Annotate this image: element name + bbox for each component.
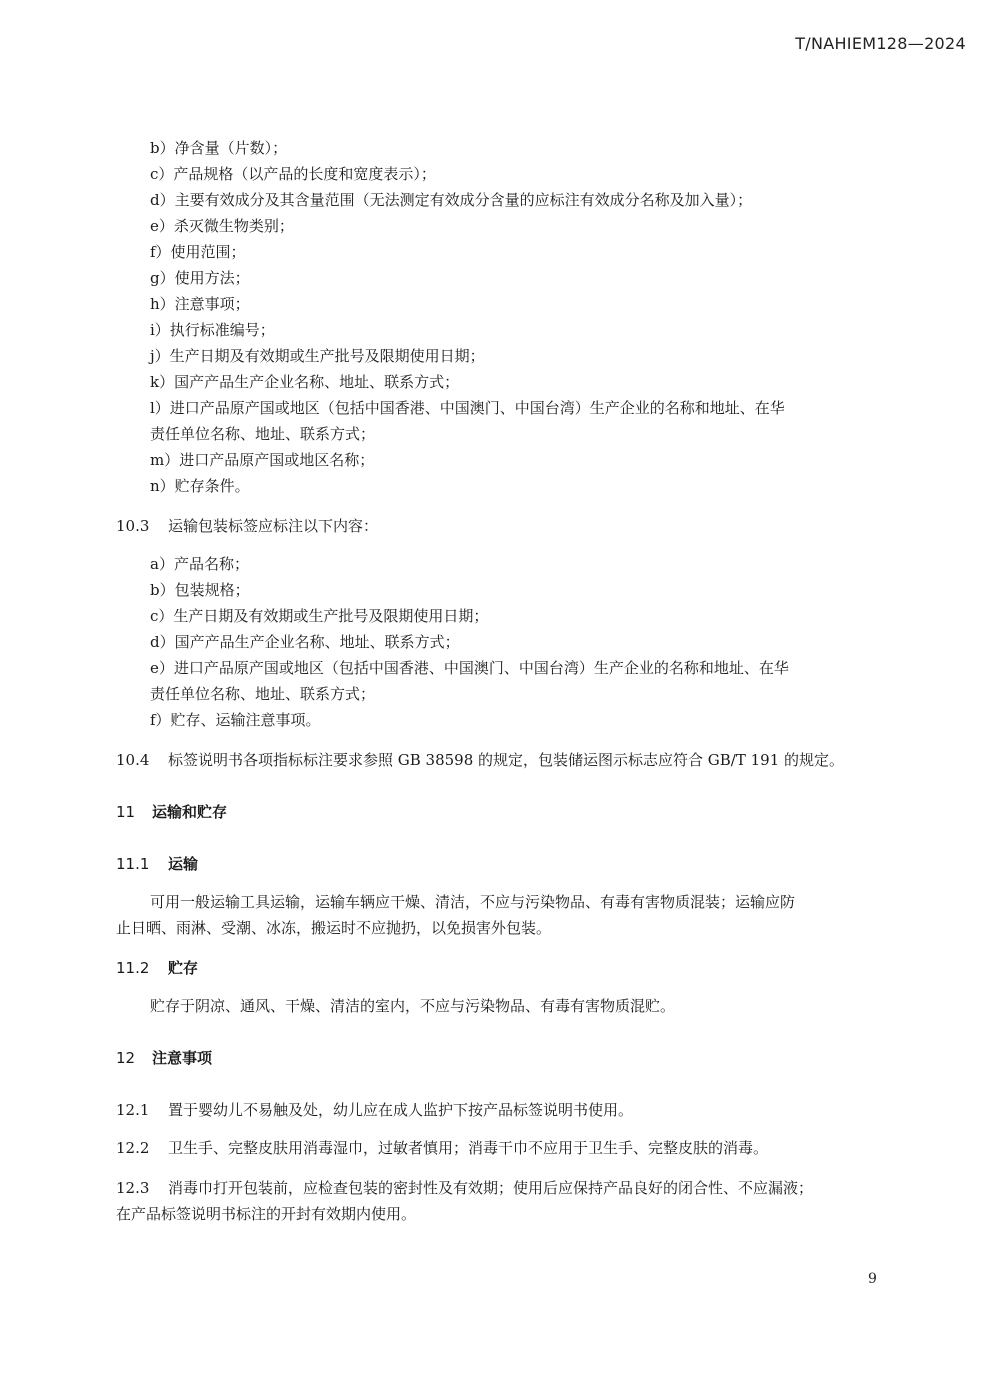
clause-number: 12.2 <box>116 1139 150 1157</box>
list-item: h）注意事项； <box>150 295 250 313</box>
list-item: b）净含量（片数）； <box>150 139 288 157</box>
list-item: e）杀灭微生物类别； <box>150 217 294 235</box>
clause-text: 置于婴幼儿不易触及处，幼儿应在成人监护下按产品标签说明书使用。 <box>168 1101 634 1119</box>
clause-12-3 <box>116 1178 813 1198</box>
list-item: k）国产产品生产企业名称、地址、联系方式； <box>150 373 460 391</box>
clause-10-4 <box>116 750 844 770</box>
section-number: 12 <box>116 1049 136 1067</box>
list-item: n）贮存条件。 <box>150 477 250 495</box>
paragraph-line: 在产品标签说明书标注的开封有效期内使用。 <box>116 1205 417 1223</box>
subsection-heading-11-1 <box>116 854 198 874</box>
page-number: 9 <box>868 1271 877 1287</box>
clause-number: 12.1 <box>116 1101 150 1119</box>
list-item: c）产品规格（以产品的长度和宽度表示）； <box>150 165 436 183</box>
list-item: d）国产产品生产企业名称、地址、联系方式； <box>150 633 460 651</box>
clause-text: 运输包装标签应标注以下内容： <box>168 517 379 535</box>
clause-number: 10.4 <box>116 751 150 769</box>
paragraph-line: 贮存于阴凉、通风、干燥、清洁的室内，不应与污染物品、有毒有害物质混贮。 <box>150 997 676 1015</box>
clause-12-1 <box>116 1100 633 1120</box>
clause-text: 卫生手、完整皮肤用消毒湿巾，过敏者慎用；消毒干巾不应用于卫生手、完整皮肤的消毒。 <box>168 1139 769 1157</box>
subsection-title: 运输 <box>168 855 199 873</box>
subsection-title: 贮存 <box>168 959 199 977</box>
list-item: f）使用范围； <box>150 243 246 261</box>
document-code-header: T/NAHIEM128—2024 <box>795 34 966 53</box>
list-item-continuation: 责任单位名称、地址、联系方式； <box>150 425 376 443</box>
clause-10-3 <box>116 516 378 536</box>
list-item: d）主要有效成分及其含量范围（无法测定有效成分含量的应标注有效成分名称及加入量）； <box>150 191 753 209</box>
subsection-number: 11.2 <box>116 959 150 977</box>
section-title: 运输和贮存 <box>152 803 228 821</box>
subsection-heading-11-2 <box>116 958 198 978</box>
list-item: a）产品名称； <box>150 555 249 573</box>
section-title: 注意事项 <box>152 1049 213 1067</box>
clause-number: 12.3 <box>116 1179 150 1197</box>
list-item: e）进口产品原产国或地区（包括中国香港、中国澳门、中国台湾）生产企业的名称和地址、在华 <box>150 659 789 677</box>
list-item: c）生产日期及有效期或生产批号及限期使用日期； <box>150 607 489 625</box>
paragraph-line: 止日晒、雨淋、受潮、冰冻，搬运时不应抛扔，以免损害外包装。 <box>116 919 552 937</box>
subsection-number: 11.1 <box>116 855 150 873</box>
list-item: b）包装规格； <box>150 581 250 599</box>
clause-number: 10.3 <box>116 517 150 535</box>
list-item: i）执行标准编号； <box>150 321 275 339</box>
list-item: j）生产日期及有效期或生产批号及限期使用日期； <box>150 347 485 365</box>
list-item: l）进口产品原产国或地区（包括中国香港、中国澳门、中国台湾）生产企业的名称和地址、在华 <box>150 399 785 417</box>
list-item: f）贮存、运输注意事项。 <box>150 711 321 729</box>
clause-text: 消毒巾打开包装前，应检查包装的密封性及有效期；使用后应保持产品良好的闭合性、不应漏液； <box>168 1179 814 1197</box>
section-heading-12 <box>116 1048 212 1068</box>
list-item-continuation: 责任单位名称、地址、联系方式； <box>150 685 376 703</box>
section-heading-11 <box>116 802 227 822</box>
clause-text: 标签说明书各项指标标注要求参照 GB 38598 的规定，包装储运图示标志应符合 GB/T 191 的规定。 <box>168 751 845 769</box>
section-number: 11 <box>116 803 136 821</box>
list-item: g）使用方法； <box>150 269 250 287</box>
paragraph-line: 可用一般运输工具运输，运输车辆应干燥、清洁，不应与污染物品、有毒有害物质混装；运输应防 <box>150 893 796 911</box>
clause-12-2 <box>116 1138 768 1158</box>
list-item: m）进口产品原产国或地区名称； <box>150 451 375 469</box>
